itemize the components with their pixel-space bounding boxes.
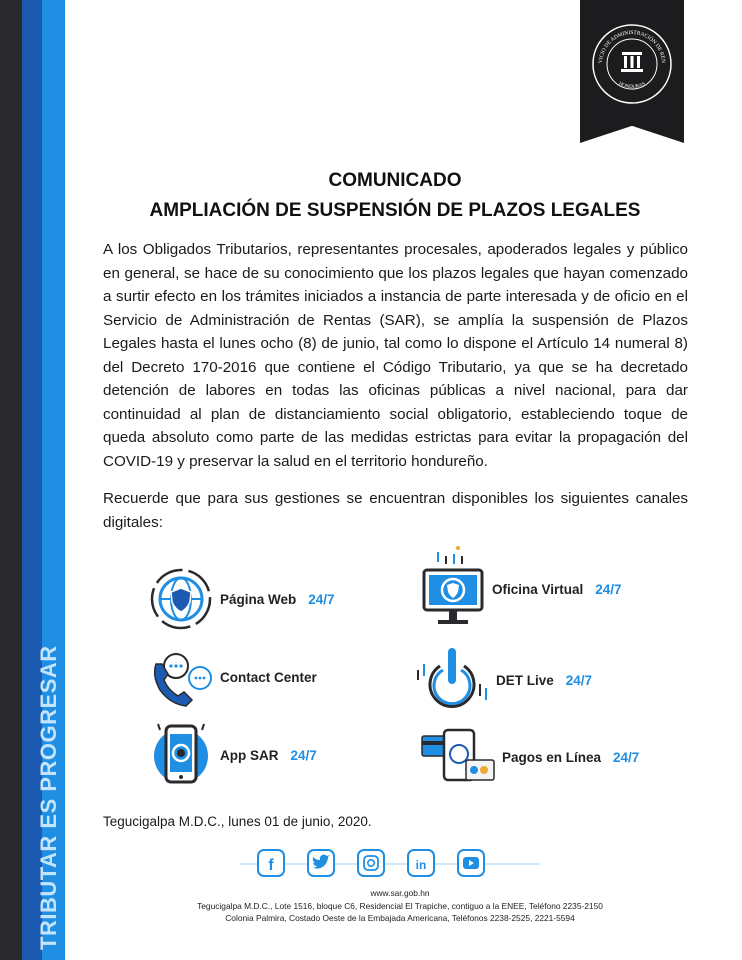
channel-label: App SAR: [220, 747, 279, 763]
social-links: [240, 846, 540, 882]
channel-availability: 24/7: [308, 591, 335, 607]
payment-icon: [418, 722, 498, 792]
body-paragraph: A los Obligados Tributarios, representantes procesales, apoderados legales y público en general, se hace de su conocimiento que los plazos legales que hayan comenzado a surtir efecto en los trámites iniciados a instancia de parte interesada y de oficio en el Servicio de Administración de Rentas (SAR), se amplía la suspensión de Plazos Legales hasta el lunes ocho (8) de junio, tal como lo dispone el Artículo 14 numeral 8) del Decreto 170-2016 que contiene el Código Tributario, ya que se ha decretado detención de labores en todas las oficinas públicas a nivel nacional, para dar continuidad al plan de distanciamiento social obligatorio, estableciendo toque de queda absoluto como parte de las medidas estrictas para evitar la propagación del COVID-19 y preservar la salud en el territorio hondureño.: [103, 241, 688, 470]
page-title: COMUNICADO: [328, 170, 462, 191]
youtube-icon[interactable]: [458, 850, 484, 876]
seal-logo: [590, 22, 674, 106]
date-line: Tegucigalpa M.D.C., lunes 01 de junio, 2020.: [103, 814, 372, 829]
body-paragraph-channels: Recuerde que para sus gestiones se encuentran disponibles los siguientes canales digitales:: [103, 490, 688, 531]
facebook-icon[interactable]: [258, 850, 284, 876]
channel-contact-center[interactable]: [146, 642, 329, 712]
channel-pagina-web[interactable]: [146, 564, 335, 634]
channel-availability: 24/7: [290, 747, 317, 763]
page-subtitle: AMPLIACIÓN DE SUSPENSIÓN DE PLAZOS LEGALES: [149, 200, 641, 221]
instagram-icon[interactable]: [358, 850, 384, 876]
monitor-icon: [418, 544, 488, 634]
footer-address-1: Tegucigalpa M.D.C., Lote 1516, bloque C6, Residencial El Trapiche, contiguo a la ENEE, Teléfono 2235-2150: [197, 901, 603, 911]
channel-label: DET Live: [496, 672, 554, 688]
globe-shield-icon: [146, 564, 216, 634]
channel-availability: 24/7: [595, 581, 622, 597]
svg-text:in: in: [415, 858, 427, 872]
seal-banner: [580, 0, 684, 143]
phone-chat-icon: [146, 642, 216, 712]
footer-address-2: Colonia Palmira, Costado Oeste de la Embajada Americana, Teléfonos 2238-2525, 2221-5594: [225, 913, 575, 923]
svg-text:f: f: [268, 857, 274, 874]
channel-label: Contact Center: [220, 669, 317, 685]
power-icon: [412, 640, 492, 720]
channel-app-sar[interactable]: [146, 720, 317, 790]
channel-label: Oficina Virtual: [492, 581, 584, 597]
linkedin-icon[interactable]: [408, 850, 434, 876]
smartphone-icon: [146, 720, 216, 790]
twitter-icon[interactable]: [308, 850, 334, 876]
svg-text:HONDURAS: HONDURAS: [617, 81, 647, 91]
svg-text:SERVICIO DE ADMINISTRACIÓN DE: VICIO DE ADMINISTRACIÓN DE REN: [597, 29, 667, 64]
channel-pagos-en-linea[interactable]: [418, 722, 639, 792]
channel-det-live[interactable]: [412, 640, 592, 720]
channel-label: Página Web: [220, 591, 297, 607]
sidebar-slogan: TRIBUTAR ES PROGRESAR: [36, 645, 61, 950]
footer-website[interactable]: www.sar.gob.hn: [370, 888, 430, 898]
channel-label: Pagos en Línea: [502, 749, 602, 765]
channel-oficina-virtual[interactable]: [418, 544, 622, 634]
sidebar-stripe-dark: [0, 0, 22, 960]
channel-availability: 24/7: [613, 749, 640, 765]
channel-availability: 24/7: [565, 672, 593, 688]
